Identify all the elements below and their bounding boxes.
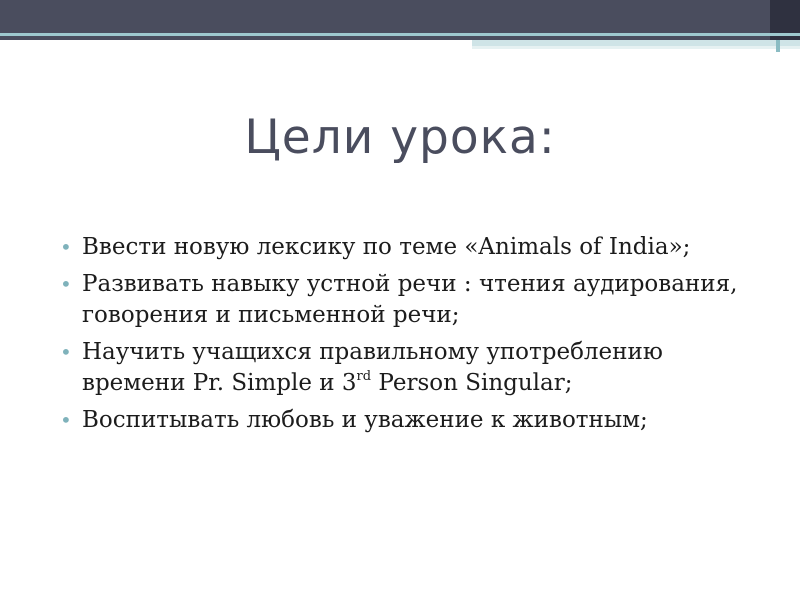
slide-title: Цели урока: xyxy=(244,110,556,165)
goal-text-start: Научить учащихся правильному употреблению времени Pr. Simple и 3 xyxy=(82,339,663,396)
bullet-icon: • xyxy=(60,408,72,432)
goal-text-end: Person Singular; xyxy=(371,370,573,396)
bullet-icon: • xyxy=(60,235,72,259)
goal-item-vocabulary xyxy=(58,232,748,263)
goal-text: Воспитывать любовь и уважение к животным; xyxy=(82,407,648,433)
goal-text-superscript: rd xyxy=(356,369,372,384)
accent-tick xyxy=(776,40,780,52)
goal-text: Развивать навыку устной речи : чтения аудирования, говорения и письменной речи; xyxy=(82,271,738,328)
goal-item-speaking xyxy=(58,269,748,331)
accent-stripe xyxy=(0,33,800,36)
accent-stripe-light xyxy=(472,46,800,49)
goal-item-values xyxy=(58,405,748,436)
goal-item-grammar xyxy=(58,337,748,399)
bullet-icon: • xyxy=(60,272,72,296)
bullet-icon: • xyxy=(60,340,72,364)
goals-list xyxy=(58,232,748,442)
goal-text: Ввести новую лексику по теме «Animals of India»; xyxy=(82,234,691,260)
